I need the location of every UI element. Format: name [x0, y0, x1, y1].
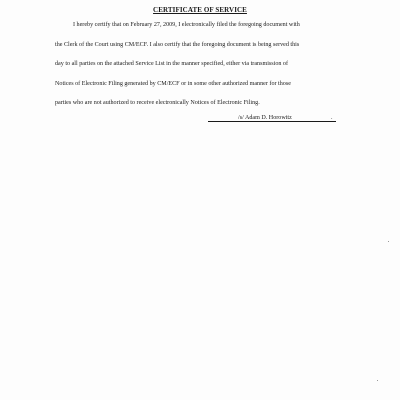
signature-block — [208, 112, 338, 122]
scan-speck — [388, 241, 389, 242]
body-line-4: Notices of Electronic Filing generated by CM/ECF or in some other authorized manner for those — [55, 80, 291, 87]
certificate-title: CERTIFICATE OF SERVICE — [153, 6, 247, 14]
signature-period: . — [331, 115, 333, 121]
scan-speck — [377, 380, 378, 381]
certificate-body — [55, 16, 351, 114]
signature-line — [208, 121, 336, 122]
body-line-1: I hereby certify that on February 27, 2009, I electronically filed the foregoing document with — [73, 22, 300, 28]
body-line-2: the Clerk of the Court using CM/ECF. I also certify that the foregoing document is being served this — [55, 41, 300, 48]
body-line-3: day to all parties on the attached Service List in the manner specified, either via transmission of — [55, 61, 289, 67]
body-line-5: parties who are not authorized to receive electronically Notices of Electronic Filing. — [55, 100, 260, 106]
signature-name: /s/ Adam D. Horowitz — [238, 115, 292, 121]
